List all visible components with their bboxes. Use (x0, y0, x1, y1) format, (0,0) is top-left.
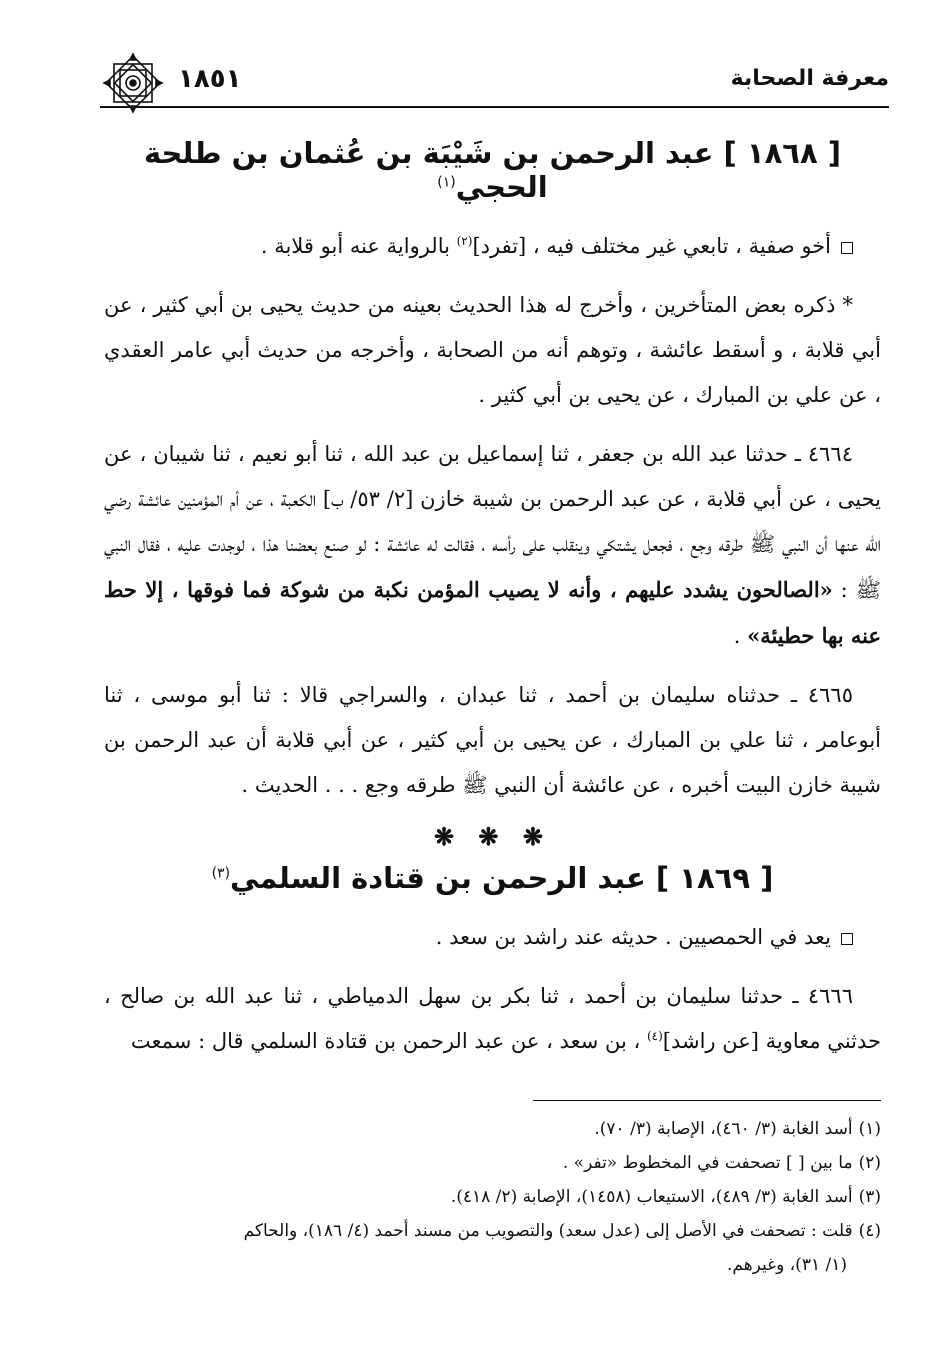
footnote-ref: (٣) (211, 865, 231, 882)
square-bullet-icon (841, 933, 853, 945)
entry-title-1868 (104, 136, 881, 204)
editor-note: * ذكره بعض المتأخرين ، وأخرج له هذا الحديث بعينه من حديث يحيى بن أبي كثير ، عن أبي قلابة ، و أسقط عائشة ، وتوهم أنه من الصحابة ، وأخرجه من حديث أبي عامر العقدي ، عن علي بن المبارك ، عن يحيى بن أبي كثير . (104, 293, 881, 407)
footnote-text: ما بين [ ] تصحفت في المخطوط «تفر» . (562, 1153, 853, 1173)
hadith-matn: «الصالحون يشدد عليهم ، وأنه لا يصيب المؤمن نكبة من شوكة فما فوقها ، إلا حط عنه بها حطيئة» (104, 577, 881, 648)
header-rule (100, 106, 889, 108)
footnote-item (104, 1112, 881, 1146)
hadith-text: ٤٦٦٦ ـ حدثنا سليمان بن أحمد ، ثنا بكر بن سهل الدمياطي ، ثنا عبد الله بن صالح ، حدثني معاوية [عن راشد] (104, 984, 881, 1053)
footnote-item (104, 1180, 881, 1214)
section-separator: ❋ ❋ ❋ (433, 822, 552, 851)
footnote-rule (533, 1100, 881, 1101)
entry-intro (104, 915, 881, 960)
footnote-text: أسد الغابة (٣/ ٤٦٠)، الإصابة (٣/ ٧٠). (594, 1119, 853, 1139)
entry-title-text: [ ١٨٦٩ ] عبد الرحمن بن قتادة السلمي (230, 861, 774, 895)
footnote-ref: (١) (437, 174, 456, 191)
entry-title-1869 (104, 861, 881, 895)
footnote-number: (٢) (858, 1153, 881, 1173)
intro-text-end: بالرواية عنه أبو قلابة . (260, 234, 457, 258)
footnote-text: أسد الغابة (٣/ ٤٨٩)، الاستيعاب (١٤٥٨)، الإصابة (٢/ ٤١٨). (450, 1187, 853, 1207)
page-number: ١٨٥١ (178, 64, 242, 94)
footnote-item (104, 1214, 881, 1248)
entry-intro (104, 224, 881, 269)
footnotes (104, 1112, 881, 1282)
intro-text: أخو صفية ، تابعي غير مختلف فيه ، [تفرد] (472, 234, 831, 258)
footnote-ref: (٤) (646, 1029, 663, 1043)
hadith-4665: ٤٦٦٥ ـ حدثناه سليمان بن أحمد ، ثنا عبدان ، والسراجي قالا : ثنا أبو موسى ، ثنا أبوعامر ، ثنا علي بن المبارك ، عن يحيى بن أبي كثير ، عن أبي قلابة أن عبد الرحمن بن شيبة خازن البيت أخبره ، عن عائشة أن النبي ﷺ طرقه وجع . . . الحديث . (104, 683, 881, 797)
hadith-text-end: ، بن سعد ، عن عبد الرحمن بن قتادة السلمي قال : سمعت (130, 1029, 647, 1053)
footnote-text: قلت : تصحفت في الأصل إلى (عدل سعد) والتصويب من مسند أحمد (٤/ ١٨٦)، والحاكم (243, 1221, 853, 1241)
entry-title-text: [ ١٨٦٨ ] عبد الرحمن بن شَيْبَة بن عُثمان بن طلحة الحجي (143, 136, 842, 204)
main-text (104, 132, 881, 1078)
footnote-number: (١) (858, 1119, 881, 1139)
footnote-number: (٤) (858, 1221, 881, 1241)
footnote-number: (٣) (858, 1187, 881, 1207)
footnote-ref: (٢) (456, 234, 473, 248)
footnote-continuation: (١/ ٣١)، وغيرهم. (726, 1255, 847, 1275)
hadith-text: ٤٦٦٤ ـ حدثنا عبد الله بن جعفر ، ثنا إسماعيل بن عبد الله ، ثنا أبو نعيم ، ثنا شيبان ، عن يحيى ، عن أبي قلابة ، عن عبد الرحمن بن شيبة خازن [٢/ ٥٣/ ب] الكعبة ، عن أم المؤمنين عائشة رضي الله عنها أن النبي ﷺ طرقه وجع ، فجعل يشتكي وينقلب على رأسه ، فقالت له عائشة : لو صنع بعضنا هذا ، لوجدت عليه ، فقال النبي ﷺ : (104, 442, 881, 602)
hadith-4666 (104, 974, 881, 1064)
intro-text: يعد في الحمصيين . حديثه عند راشد بن سعد . (435, 925, 831, 949)
hadith-end: . (733, 624, 748, 648)
footnote-item (104, 1146, 881, 1180)
square-bullet-icon (841, 242, 853, 254)
page-header (100, 58, 889, 110)
hadith-4664 (104, 432, 881, 659)
running-title: معرفة الصحابة (730, 66, 889, 91)
